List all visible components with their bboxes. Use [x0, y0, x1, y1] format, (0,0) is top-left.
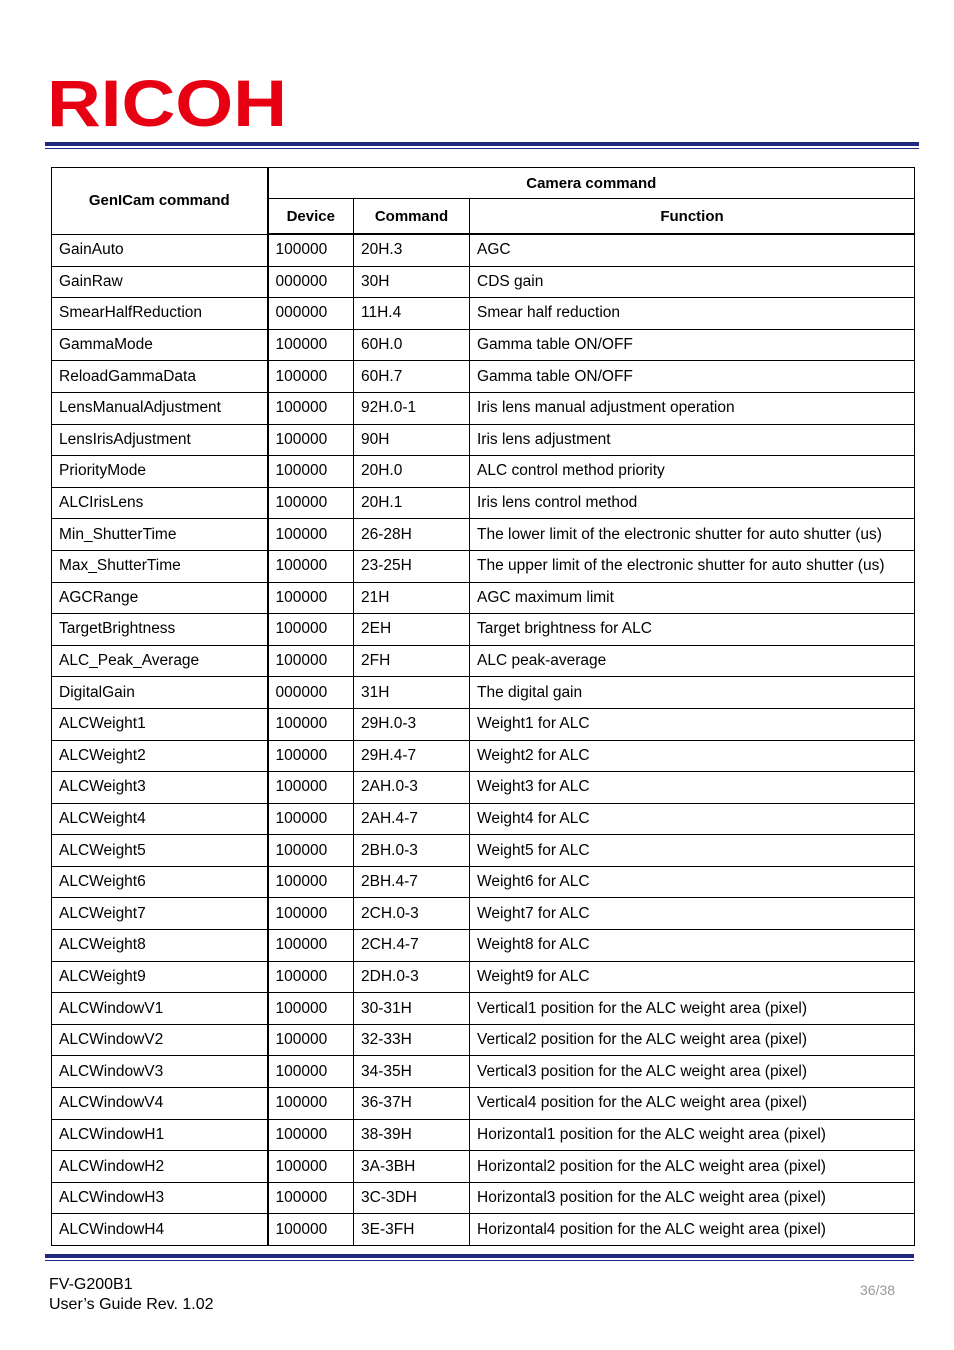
command-cell: 23-25H	[354, 550, 470, 582]
function-cell: Gamma table ON/OFF	[470, 361, 915, 393]
function-cell: Vertical2 position for the ALC weight area (pixel)	[470, 1024, 915, 1056]
device-cell: 000000	[268, 298, 354, 330]
genicam-command-cell: Max_ShutterTime	[52, 550, 268, 582]
genicam-command-cell: ALC_Peak_Average	[52, 645, 268, 677]
genicam-command-cell: ALCWindowV3	[52, 1056, 268, 1088]
device-cell: 000000	[268, 677, 354, 709]
ricoh-logo-text: RICOH	[47, 76, 287, 130]
command-cell: 2FH	[354, 645, 470, 677]
command-cell: 3E-3FH	[354, 1214, 470, 1246]
device-cell: 100000	[268, 456, 354, 488]
page-number: 36/38	[860, 1282, 896, 1298]
genicam-command-cell: ALCWeight5	[52, 835, 268, 867]
table-row	[52, 1151, 915, 1183]
device-cell: 100000	[268, 329, 354, 361]
table-row	[52, 487, 915, 519]
device-cell: 100000	[268, 1151, 354, 1183]
command-table-body	[52, 234, 915, 1246]
table-row	[52, 645, 915, 677]
table-row	[52, 930, 915, 962]
command-cell: 90H	[354, 424, 470, 456]
function-cell: Weight4 for ALC	[470, 803, 915, 835]
device-cell: 100000	[268, 1024, 354, 1056]
device-cell: 100000	[268, 582, 354, 614]
device-header: Device	[268, 199, 354, 235]
table-row	[52, 582, 915, 614]
command-cell: 2BH.4-7	[354, 866, 470, 898]
command-cell: 3A-3BH	[354, 1151, 470, 1183]
function-cell: Weight3 for ALC	[470, 772, 915, 804]
function-cell: Horizontal4 position for the ALC weight area (pixel)	[470, 1214, 915, 1246]
device-cell: 100000	[268, 424, 354, 456]
table-row	[52, 424, 915, 456]
function-cell: Weight9 for ALC	[470, 961, 915, 993]
device-cell: 100000	[268, 835, 354, 867]
table-row	[52, 1056, 915, 1088]
device-cell: 100000	[268, 993, 354, 1025]
command-cell: 30-31H	[354, 993, 470, 1025]
table-row	[52, 740, 915, 772]
device-cell: 100000	[268, 708, 354, 740]
device-cell: 100000	[268, 803, 354, 835]
command-cell: 34-35H	[354, 1056, 470, 1088]
table-row	[52, 361, 915, 393]
table-row	[52, 329, 915, 361]
genicam-command-cell: ALCWeight8	[52, 930, 268, 962]
table-row	[52, 1088, 915, 1120]
device-cell: 100000	[268, 961, 354, 993]
table-row	[52, 866, 915, 898]
device-cell: 100000	[268, 1119, 354, 1151]
function-cell: The lower limit of the electronic shutter for auto shutter (us)	[470, 519, 915, 551]
device-cell: 100000	[268, 614, 354, 646]
command-cell: 2CH.4-7	[354, 930, 470, 962]
genicam-command-cell: LensIrisAdjustment	[52, 424, 268, 456]
device-cell: 100000	[268, 772, 354, 804]
footer-doc-info	[49, 1275, 214, 1315]
command-cell: 60H.7	[354, 361, 470, 393]
genicam-command-cell: ALCWindowH4	[52, 1214, 268, 1246]
genicam-command-cell: ALCWeight7	[52, 898, 268, 930]
function-cell: Weight6 for ALC	[470, 866, 915, 898]
table-row	[52, 677, 915, 709]
genicam-command-cell: ALCWeight9	[52, 961, 268, 993]
function-cell: AGC	[470, 234, 915, 266]
command-cell: 2EH	[354, 614, 470, 646]
function-cell: Weight5 for ALC	[470, 835, 915, 867]
device-cell: 100000	[268, 1214, 354, 1246]
command-cell: 2AH.0-3	[354, 772, 470, 804]
device-cell: 000000	[268, 266, 354, 298]
footer-rule	[45, 1254, 914, 1262]
command-cell: 30H	[354, 266, 470, 298]
table-row	[52, 993, 915, 1025]
function-cell: Horizontal2 position for the ALC weight area (pixel)	[470, 1151, 915, 1183]
genicam-command-cell: DigitalGain	[52, 677, 268, 709]
command-cell: 38-39H	[354, 1119, 470, 1151]
genicam-command-cell: LensManualAdjustment	[52, 392, 268, 424]
command-cell: 29H.4-7	[354, 740, 470, 772]
table-row	[52, 298, 915, 330]
function-cell: Weight7 for ALC	[470, 898, 915, 930]
function-cell: Weight2 for ALC	[470, 740, 915, 772]
command-cell: 20H.3	[354, 234, 470, 266]
function-cell: Smear half reduction	[470, 298, 915, 330]
table-row	[52, 835, 915, 867]
guide-revision: User’s Guide Rev. 1.02	[49, 1296, 214, 1313]
function-cell: Weight8 for ALC	[470, 930, 915, 962]
command-header: Command	[354, 199, 470, 235]
device-cell: 100000	[268, 487, 354, 519]
function-cell: The upper limit of the electronic shutter for auto shutter (us)	[470, 550, 915, 582]
ricoh-logo	[47, 76, 289, 130]
table-row	[52, 1119, 915, 1151]
function-cell: The digital gain	[470, 677, 915, 709]
camera-command-header: Camera command	[268, 168, 915, 199]
function-cell: AGC maximum limit	[470, 582, 915, 614]
function-cell: Iris lens control method	[470, 487, 915, 519]
table-row	[52, 519, 915, 551]
function-cell: Weight1 for ALC	[470, 708, 915, 740]
genicam-command-cell: ALCWeight2	[52, 740, 268, 772]
command-cell: 92H.0-1	[354, 392, 470, 424]
command-cell: 2DH.0-3	[354, 961, 470, 993]
device-cell: 100000	[268, 898, 354, 930]
genicam-command-cell: ALCWindowV1	[52, 993, 268, 1025]
genicam-command-cell: ALCWindowH1	[52, 1119, 268, 1151]
function-cell: ALC peak-average	[470, 645, 915, 677]
device-cell: 100000	[268, 234, 354, 266]
function-cell: Vertical1 position for the ALC weight area (pixel)	[470, 993, 915, 1025]
genicam-command-cell: ALCWeight4	[52, 803, 268, 835]
table-row	[52, 772, 915, 804]
command-cell: 11H.4	[354, 298, 470, 330]
device-cell: 100000	[268, 930, 354, 962]
table-row	[52, 550, 915, 582]
command-cell: 3C-3DH	[354, 1182, 470, 1214]
table-row	[52, 266, 915, 298]
table-row	[52, 803, 915, 835]
command-cell: 36-37H	[354, 1088, 470, 1120]
function-cell: Vertical3 position for the ALC weight area (pixel)	[470, 1056, 915, 1088]
table-row	[52, 1214, 915, 1246]
command-cell: 21H	[354, 582, 470, 614]
command-cell: 32-33H	[354, 1024, 470, 1056]
genicam-command-cell: ALCWindowV2	[52, 1024, 268, 1056]
genicam-command-cell: SmearHalfReduction	[52, 298, 268, 330]
function-cell: Vertical4 position for the ALC weight area (pixel)	[470, 1088, 915, 1120]
genicam-command-cell: ALCWindowV4	[52, 1088, 268, 1120]
device-cell: 100000	[268, 1056, 354, 1088]
function-cell: Horizontal1 position for the ALC weight area (pixel)	[470, 1119, 915, 1151]
genicam-command-cell: ReloadGammaData	[52, 361, 268, 393]
header-rule	[45, 142, 919, 150]
genicam-command-cell: TargetBrightness	[52, 614, 268, 646]
device-cell: 100000	[268, 645, 354, 677]
genicam-command-cell: ALCIrisLens	[52, 487, 268, 519]
command-cell: 20H.0	[354, 456, 470, 488]
genicam-command-cell: ALCWeight6	[52, 866, 268, 898]
table-row	[52, 1182, 915, 1214]
command-table	[51, 167, 915, 1246]
command-cell: 2CH.0-3	[354, 898, 470, 930]
command-cell: 20H.1	[354, 487, 470, 519]
table-row	[52, 392, 915, 424]
device-cell: 100000	[268, 550, 354, 582]
function-cell: Iris lens adjustment	[470, 424, 915, 456]
table-row	[52, 234, 915, 266]
table-row	[52, 614, 915, 646]
genicam-command-cell: ALCWindowH2	[52, 1151, 268, 1183]
genicam-command-cell: PriorityMode	[52, 456, 268, 488]
command-cell: 2AH.4-7	[354, 803, 470, 835]
device-cell: 100000	[268, 740, 354, 772]
genicam-command-cell: GainRaw	[52, 266, 268, 298]
genicam-command-cell: AGCRange	[52, 582, 268, 614]
table-row	[52, 708, 915, 740]
device-cell: 100000	[268, 519, 354, 551]
genicam-command-cell: Min_ShutterTime	[52, 519, 268, 551]
device-cell: 100000	[268, 866, 354, 898]
function-cell: Horizontal3 position for the ALC weight area (pixel)	[470, 1182, 915, 1214]
table-row	[52, 961, 915, 993]
model-name: FV-G200B1	[49, 1276, 133, 1293]
table-row	[52, 1024, 915, 1056]
function-cell: Target brightness for ALC	[470, 614, 915, 646]
table-row	[52, 456, 915, 488]
command-cell: 26-28H	[354, 519, 470, 551]
ricoh-logo-mark	[47, 76, 289, 130]
function-header: Function	[470, 199, 915, 235]
genicam-command-cell: ALCWeight3	[52, 772, 268, 804]
function-cell: CDS gain	[470, 266, 915, 298]
genicam-command-cell: GammaMode	[52, 329, 268, 361]
device-cell: 100000	[268, 1182, 354, 1214]
table-row	[52, 898, 915, 930]
genicam-command-cell: GainAuto	[52, 234, 268, 266]
genicam-header: GenICam command	[52, 168, 268, 235]
command-cell: 31H	[354, 677, 470, 709]
device-cell: 100000	[268, 361, 354, 393]
command-cell: 29H.0-3	[354, 708, 470, 740]
function-cell: Iris lens manual adjustment operation	[470, 392, 915, 424]
genicam-command-cell: ALCWeight1	[52, 708, 268, 740]
device-cell: 100000	[268, 1088, 354, 1120]
function-cell: ALC control method priority	[470, 456, 915, 488]
function-cell: Gamma table ON/OFF	[470, 329, 915, 361]
command-cell: 60H.0	[354, 329, 470, 361]
genicam-command-cell: ALCWindowH3	[52, 1182, 268, 1214]
command-cell: 2BH.0-3	[354, 835, 470, 867]
device-cell: 100000	[268, 392, 354, 424]
